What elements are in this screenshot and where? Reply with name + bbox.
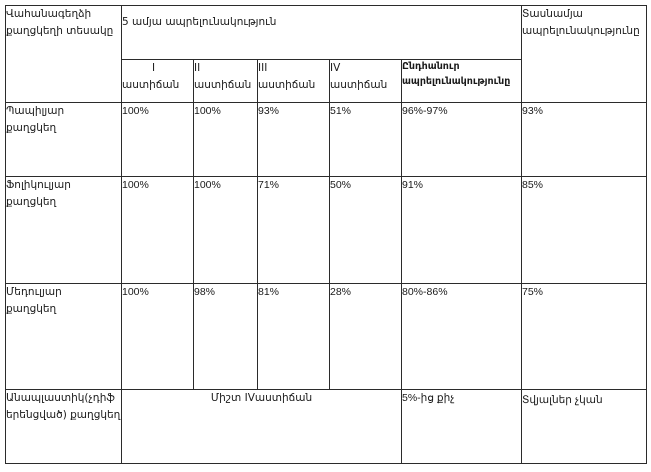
stage-2-word: աստիճան bbox=[194, 78, 252, 91]
stage-1-word: աստիճան bbox=[122, 78, 180, 91]
overall-header bbox=[402, 60, 522, 103]
stage-1-header bbox=[122, 60, 194, 103]
row-label-line-1: Անապլաստիկ(չդիֆ bbox=[6, 392, 115, 404]
cell-stage-3: 93% bbox=[258, 103, 330, 177]
cell-ten-year: 85% bbox=[522, 177, 647, 284]
cell-stage-4: 28% bbox=[330, 284, 402, 390]
type-column-header bbox=[6, 6, 122, 103]
type-header-line-2: քաղցկեղի տեսակը bbox=[6, 24, 114, 37]
cell-stage-3: 81% bbox=[258, 284, 330, 390]
cell-overall: 91% bbox=[402, 177, 522, 284]
cell-stage-1: 100% bbox=[122, 284, 194, 390]
cell-ten-year: 93% bbox=[522, 103, 647, 177]
ten-year-header bbox=[522, 6, 647, 103]
overall-header-line-2: ապրելունակությունը bbox=[402, 75, 511, 87]
cell-stage-4: 50% bbox=[330, 177, 402, 284]
row-label-line-2: քաղցկեղ bbox=[6, 195, 57, 208]
row-label-line-2: քաղցկեղ bbox=[6, 121, 57, 134]
row-label-medullary bbox=[6, 284, 122, 390]
table-row bbox=[6, 390, 647, 464]
row-label-papillary bbox=[6, 103, 122, 177]
table-row bbox=[6, 103, 647, 177]
cell-ten-year: 75% bbox=[522, 284, 647, 390]
stage-2-header bbox=[194, 60, 258, 103]
five-year-header bbox=[122, 6, 522, 60]
row-label-line-2: քաղցկեղ bbox=[6, 302, 57, 315]
ten-year-header-line-2: ապրելունակությունը bbox=[522, 24, 640, 37]
cell-stage-4: 51% bbox=[330, 103, 402, 177]
stage-4-word: աստիճան bbox=[330, 78, 388, 91]
cell-stage-1: 100% bbox=[122, 103, 194, 177]
cell-stages-merged: Միշտ IVաստիճան bbox=[122, 390, 402, 464]
cell-overall: 80%-86% bbox=[402, 284, 522, 390]
stage-4-header bbox=[330, 60, 402, 103]
stage-3-number: III bbox=[258, 62, 268, 74]
survival-table bbox=[5, 5, 647, 464]
ten-year-header-line-1: Տասնամյա bbox=[522, 8, 583, 20]
cell-overall: 96%-97% bbox=[402, 103, 522, 177]
row-label-line-2: երենցված) քաղցկեղ bbox=[6, 408, 121, 421]
stage-2-number: II bbox=[194, 62, 201, 74]
stage-3-word: աստիճան bbox=[258, 78, 316, 91]
cell-stage-2: 100% bbox=[194, 177, 258, 284]
cell-stage-3: 71% bbox=[258, 177, 330, 284]
overall-header-line-1: Ընդհանուր bbox=[402, 61, 460, 72]
cell-stage-1: 100% bbox=[122, 177, 194, 284]
cell-ten-year: Տվյալներ չկան bbox=[522, 390, 647, 464]
stage-1-number: I bbox=[152, 62, 156, 74]
stage-3-header bbox=[258, 60, 330, 103]
row-label-line-1: Մեդուլյար bbox=[6, 286, 62, 298]
row-label-line-1: Պապիլյար bbox=[6, 105, 65, 117]
header-row-1 bbox=[6, 6, 647, 60]
row-label-line-1: Ֆոլիկուլյար bbox=[6, 179, 71, 191]
stage-4-number: IV bbox=[330, 62, 341, 74]
row-label-anaplastic bbox=[6, 390, 122, 464]
cell-stage-2: 98% bbox=[194, 284, 258, 390]
table-row bbox=[6, 284, 647, 390]
type-header-line-1: Վահանագեղձի bbox=[6, 8, 92, 20]
five-year-title: 5 ամյա ապրելունակություն bbox=[122, 16, 277, 28]
cell-stage-2: 100% bbox=[194, 103, 258, 177]
cell-overall: 5%-ից քիչ bbox=[402, 390, 522, 464]
table-row bbox=[6, 177, 647, 284]
row-label-follicular bbox=[6, 177, 122, 284]
